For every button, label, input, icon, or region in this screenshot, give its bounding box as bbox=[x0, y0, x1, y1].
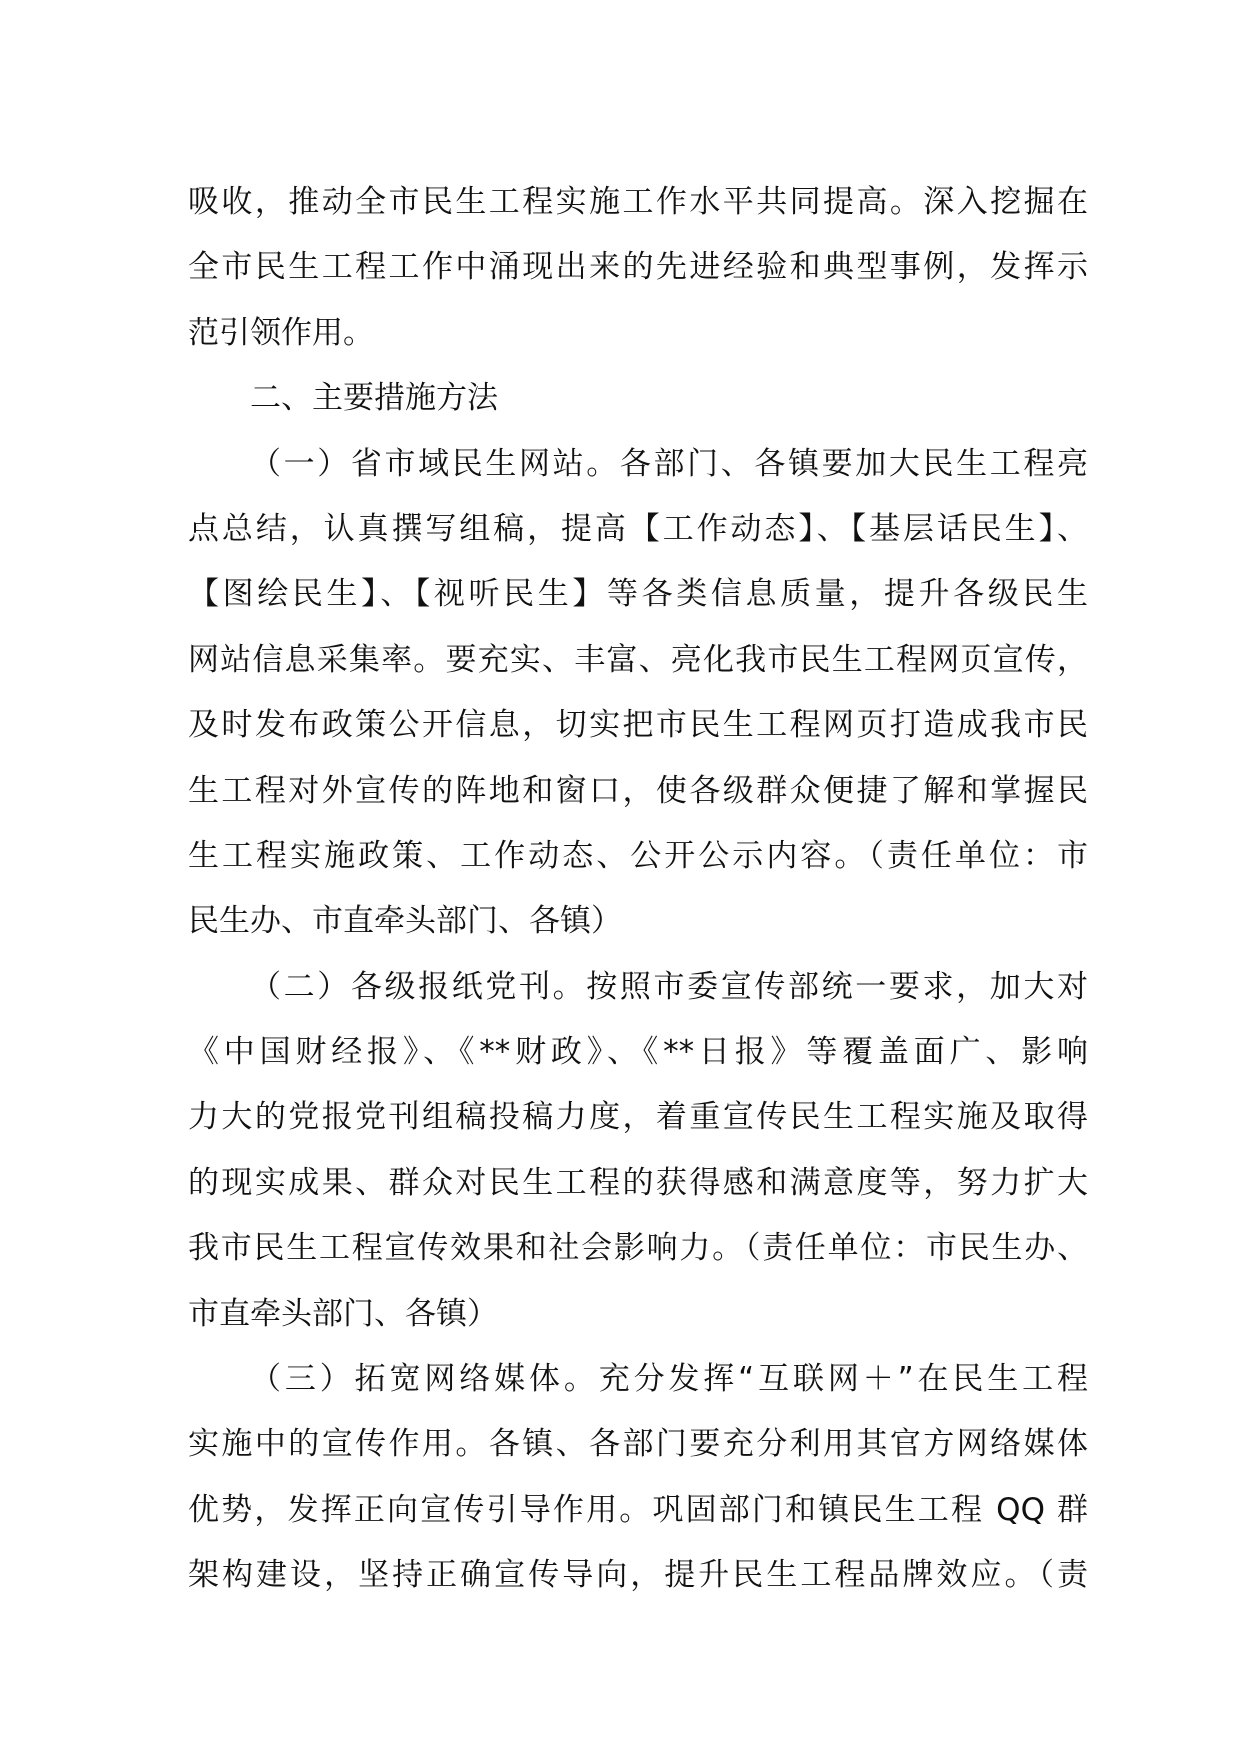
paragraph-line: 及时发布政策公开信息，切实把市民生工程网页打造成我市民 bbox=[188, 707, 1088, 744]
document-body bbox=[188, 170, 1088, 1609]
paragraph-line: 民生办、市直牵头部门、各镇） bbox=[188, 903, 622, 940]
paragraph-line: 《中国财经报》、《**财政》、《**日报》等覆盖面广、影响 bbox=[188, 1034, 1088, 1071]
paragraph-line: 全市民生工程工作中涌现出来的先进经验和典型事例，发挥示 bbox=[188, 249, 1088, 286]
paragraph-line: 吸收，推动全市民生工程实施工作水平共同提高。深入挖掘在 bbox=[188, 184, 1088, 220]
paragraph-line: 生工程实施政策、工作动态、公开公示内容。（责任单位：市 bbox=[188, 837, 1088, 874]
paragraph-line: 我市民生工程宣传效果和社会影响力。（责任单位：市民生办、 bbox=[188, 1230, 1088, 1267]
paragraph-line: （三）拓宽网络媒体。充分发挥“互联网＋”在民生工程 bbox=[250, 1361, 1088, 1398]
paragraph-line: 实施中的宣传作用。各镇、各部门要充分利用其官方网络媒体 bbox=[188, 1426, 1088, 1463]
paragraph-line: （一）省市域民生网站。各部门、各镇要加大民生工程亮 bbox=[250, 445, 1088, 482]
paragraph-line: 力大的党报党刊组稿投稿力度，着重宣传民生工程实施及取得 bbox=[188, 1099, 1088, 1136]
paragraph-line: 【图绘民生】、【视听民生】等各类信息质量，提升各级民生 bbox=[188, 576, 1088, 613]
section-heading: 二、主要措施方法 bbox=[250, 380, 498, 417]
paragraph-line: 范引领作用。 bbox=[188, 314, 374, 351]
paragraph-line: 架构建设，坚持正确宣传导向，提升民生工程品牌效应。（责 bbox=[188, 1557, 1088, 1594]
paragraph-line: 生工程对外宣传的阵地和窗口，使各级群众便捷了解和掌握民 bbox=[188, 772, 1088, 809]
paragraph-line: 的现实成果、群众对民生工程的获得感和满意度等，努力扩大 bbox=[188, 1164, 1088, 1201]
paragraph-line: （二）各级报纸党刊。按照市委宣传部统一要求，加大对 bbox=[250, 968, 1088, 1005]
paragraph-line: 优势，发挥正向宣传引导作用。巩固部门和镇民生工程 QQ 群 bbox=[188, 1491, 1088, 1528]
paragraph-line: 市直牵头部门、各镇） bbox=[188, 1295, 498, 1332]
paragraph-line: 点总结，认真撰写组稿，提高【工作动态】、【基层话民生】、 bbox=[188, 510, 1088, 547]
paragraph-line: 网站信息采集率。要充实、丰富、亮化我市民生工程网页宣传， bbox=[188, 641, 1088, 678]
